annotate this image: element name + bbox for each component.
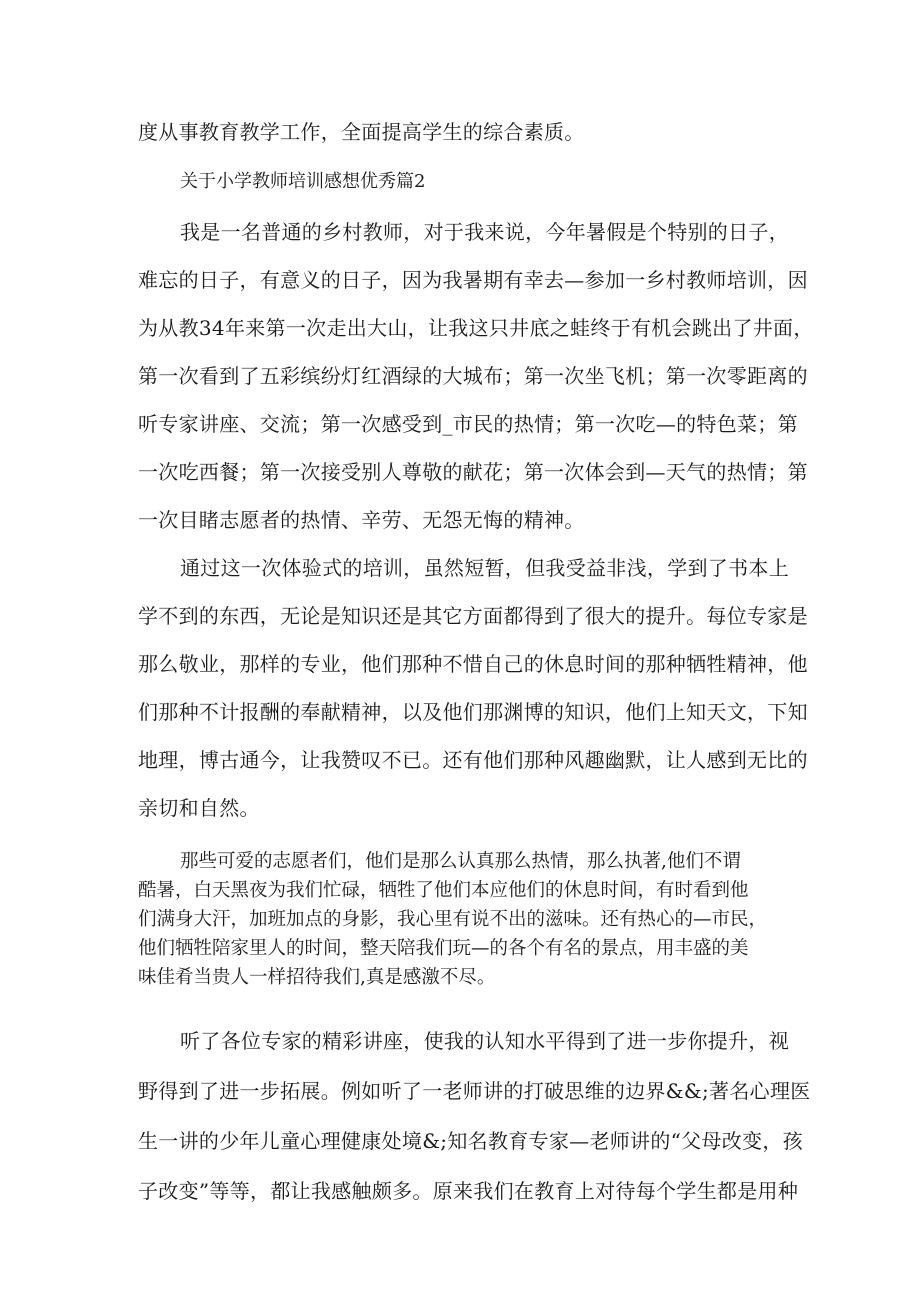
- text-line: 野得到了进一步拓展。例如听了一老师讲的打破思维的边界&&;著名心理医: [138, 1079, 811, 1103]
- text-line: 那么敬业，那样的专业，他们那种不惜自己的休息时间的那种牺牲精神，他: [138, 652, 808, 676]
- text-line: 地理，博古通今，让我赞叹不已。还有他们那种风趣幽默，让人感到无比的: [138, 748, 808, 772]
- text-line: 通过这一次体验式的培训，虽然短暂，但我受益非浅，学到了书本上: [180, 556, 789, 580]
- text-line: 亲切和自然。: [138, 796, 260, 820]
- text-line: 为从教34年来第一次走出大山，让我这只井底之蛙终于有机会跳出了井面，: [138, 316, 814, 340]
- text-line: 一次目睹志愿者的热情、辛劳、无怨无悔的精神。: [138, 508, 585, 532]
- text-line: 味佳肴当贵人一样招待我们,真是感激不尽。: [138, 967, 496, 988]
- text-line: 学不到的东西，无论是知识还是其它方面都得到了很大的提升。每位专家是: [138, 604, 808, 628]
- text-line: 难忘的日子，有意义的日子，因为我暑期有幸去—参加一乡村教师培训，因: [138, 268, 808, 292]
- text-line: 听了各位专家的精彩讲座，使我的认知水平得到了进一步你提升，视: [180, 1029, 789, 1053]
- text-line: 第一次看到了五彩缤纷灯红酒绿的大城布；第一次坐飞机；第一次零距离的: [138, 364, 808, 388]
- text-line: 我是一名普通的乡村教师，对于我来说，今年暑假是个特别的日子，: [180, 220, 789, 244]
- text-line: 度从事教育教学工作，全面提高学生的综合素质。: [138, 120, 585, 144]
- text-line: 一次吃西餐；第一次接受别人尊敬的献花；第一次体会到—天气的热情；第: [138, 460, 808, 484]
- text-line: 们那种不计报酬的奉献精神，以及他们那渊博的知识，他们上知天文，下知: [138, 700, 808, 724]
- text-line: 生一讲的少年儿童心理健康处境&;知名教育专家—老师讲的“父母改变，孩: [138, 1129, 803, 1153]
- section-heading: 关于小学教师培训感想优秀篇2: [180, 171, 426, 192]
- text-line: 那些可爱的志愿者们，他们是那么认真那么热情，那么执著,他们不谓: [180, 851, 741, 872]
- text-line: 子改变”等等，都让我感触颇多。原来我们在教育上对待每个学生都是用种: [138, 1179, 799, 1203]
- text-line: 们满身大汗，加班加点的身影，我心里有说不出的滋味。还有热心的—市民，: [138, 909, 768, 930]
- text-line: 他们牺牲陪家里人的时间，整天陪我们玩—的各个有名的景点，用丰盛的美: [138, 938, 749, 959]
- text-line: 听专家讲座、交流；第一次感受到_市民的热情；第一次吃—的特色菜；第: [138, 412, 798, 436]
- text-line: 酷暑，白天黑夜为我们忙碌，牺牲了他们本应他们的休息时间，有时看到他: [138, 880, 749, 901]
